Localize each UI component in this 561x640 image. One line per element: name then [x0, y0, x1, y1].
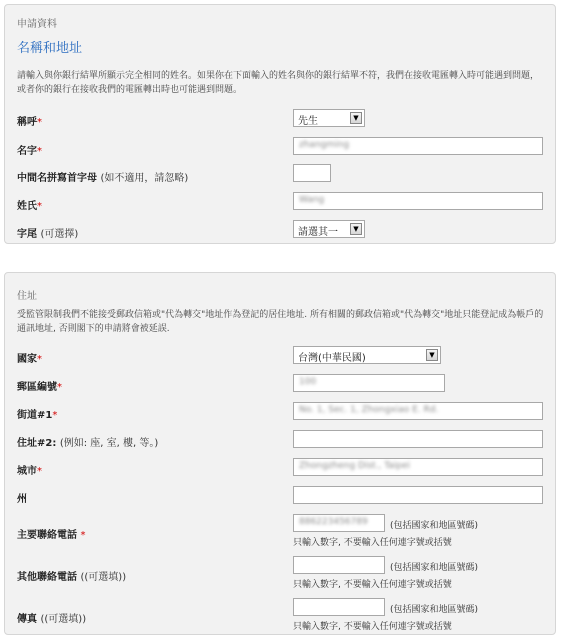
other-phone-digits-hint: 只輸入數字, 不要輸入任何連字號或括號 [293, 580, 452, 590]
required-mark: * [37, 146, 42, 157]
fax-digits-hint: 只輸入數字, 不要輸入任何連字號或括號 [293, 622, 452, 632]
country-label [17, 350, 42, 365]
state-input[interactable] [293, 486, 543, 504]
other-phone-hint: (包括國家和地區號碼) [390, 563, 479, 573]
required-mark: * [37, 117, 42, 128]
section-label-address: 住址 [17, 291, 37, 302]
city-label-text: 城市 [17, 466, 37, 477]
first-name-value: zhangming [299, 140, 350, 150]
fax-note: ((可選填)) [40, 614, 87, 625]
section-subtitle-name-address: 名稱和地址 [17, 41, 83, 56]
street1-label [17, 406, 57, 421]
required-mark: * [37, 466, 42, 477]
required-mark: * [80, 530, 86, 541]
last-name-value: Wang [299, 195, 325, 205]
chevron-down-icon[interactable]: ▼ [426, 349, 438, 361]
first-name-label [17, 142, 42, 157]
fax-input[interactable] [293, 598, 385, 616]
address-panel [4, 272, 556, 635]
primary-phone-input[interactable] [293, 514, 385, 532]
required-mark: * [57, 382, 62, 393]
other-phone-label-text: 其他聯絡電話 [17, 572, 77, 583]
applicant-intro-text: 請輸入與你銀行結單所顯示完全相同的姓名。如果你在下面輸入的姓名與你的銀行結單不符，我們在接收電匯轉入時可能遇到問題，或者你的銀行在接收我們的電匯轉出時也可能遇到問題。 [17, 71, 540, 95]
other-phone-input[interactable] [293, 556, 385, 574]
postal-code-value: 100 [299, 377, 317, 387]
required-mark: * [37, 354, 42, 365]
state-label [17, 490, 27, 505]
suffix-label [17, 225, 78, 240]
postal-code-label [17, 378, 62, 393]
fax-label [17, 610, 86, 625]
primary-phone-value: 886223456789 [299, 517, 368, 527]
middle-initial-label [17, 169, 188, 184]
salutation-label [17, 113, 42, 128]
required-mark: * [37, 201, 42, 212]
salutation-select[interactable] [293, 109, 365, 127]
primary-phone-label [17, 526, 85, 541]
postal-code-input[interactable] [293, 374, 445, 392]
section-label-applicant: 申請資料 [17, 19, 57, 30]
required-mark: * [52, 410, 58, 421]
last-name-label-text: 姓氏 [17, 201, 37, 212]
country-value: 台灣(中華民國) [298, 353, 366, 364]
street2-label [17, 434, 158, 449]
country-select[interactable] [293, 346, 441, 364]
other-phone-note: ((可選填)) [80, 572, 127, 583]
suffix-label-text: 字尾 [17, 229, 37, 240]
street2-input[interactable] [293, 430, 543, 448]
chevron-down-icon[interactable]: ▼ [350, 112, 362, 124]
primary-phone-label-text: 主要聯絡電話 [17, 530, 77, 541]
fax-label-text: 傳真 [17, 614, 37, 625]
first-name-input[interactable] [293, 137, 543, 155]
salutation-value: 先生 [298, 116, 318, 127]
postal-code-label-text: 郵區編號 [17, 382, 57, 393]
city-value: Zhongzheng Dist., Taipei [299, 461, 411, 471]
street1-value: No. 1, Sec. 1, Zhongxiao E. Rd. [299, 405, 439, 415]
street1-input[interactable] [293, 402, 543, 420]
city-label [17, 462, 42, 477]
middle-initial-input[interactable] [293, 164, 331, 182]
middle-initial-label-text: 中間名拼寫首字母 [17, 173, 97, 184]
primary-phone-hint: (包括國家和地區號碼) [390, 521, 479, 531]
last-name-input[interactable] [293, 192, 543, 210]
street1-label-text: 街道#1 [17, 410, 53, 421]
street2-note: (例如: 座, 室, 樓, 等。) [59, 438, 159, 449]
middle-initial-note: (如不適用，請忽略) [100, 173, 189, 184]
first-name-label-text: 名字 [17, 146, 37, 157]
city-input[interactable] [293, 458, 543, 476]
fax-hint: (包括國家和地區號碼) [390, 605, 479, 615]
street2-label-text: 住址#2: [17, 438, 57, 449]
applicant-info-panel [4, 4, 556, 244]
primary-phone-digits-hint: 只輸入數字, 不要輸入任何連字號或括號 [293, 538, 452, 548]
suffix-select[interactable] [293, 220, 365, 238]
salutation-label-text: 稱呼 [17, 117, 37, 128]
state-label-text: 州 [17, 494, 27, 505]
suffix-note: (可選擇) [40, 229, 79, 240]
address-intro-text: 受監管限制我們不能接受郵政信箱或"代為轉交"地址作為登記的居住地址. 所有相關的郵政信箱或"代為轉交"地址只能登記成為帳戶的通訊地址, 否則閣下的申請將會被延誤. [17, 310, 544, 334]
last-name-label [17, 197, 42, 212]
other-phone-label [17, 568, 126, 583]
suffix-value: 請選其一 [298, 227, 338, 238]
country-label-text: 國家 [17, 354, 37, 365]
chevron-down-icon[interactable]: ▼ [350, 223, 362, 235]
